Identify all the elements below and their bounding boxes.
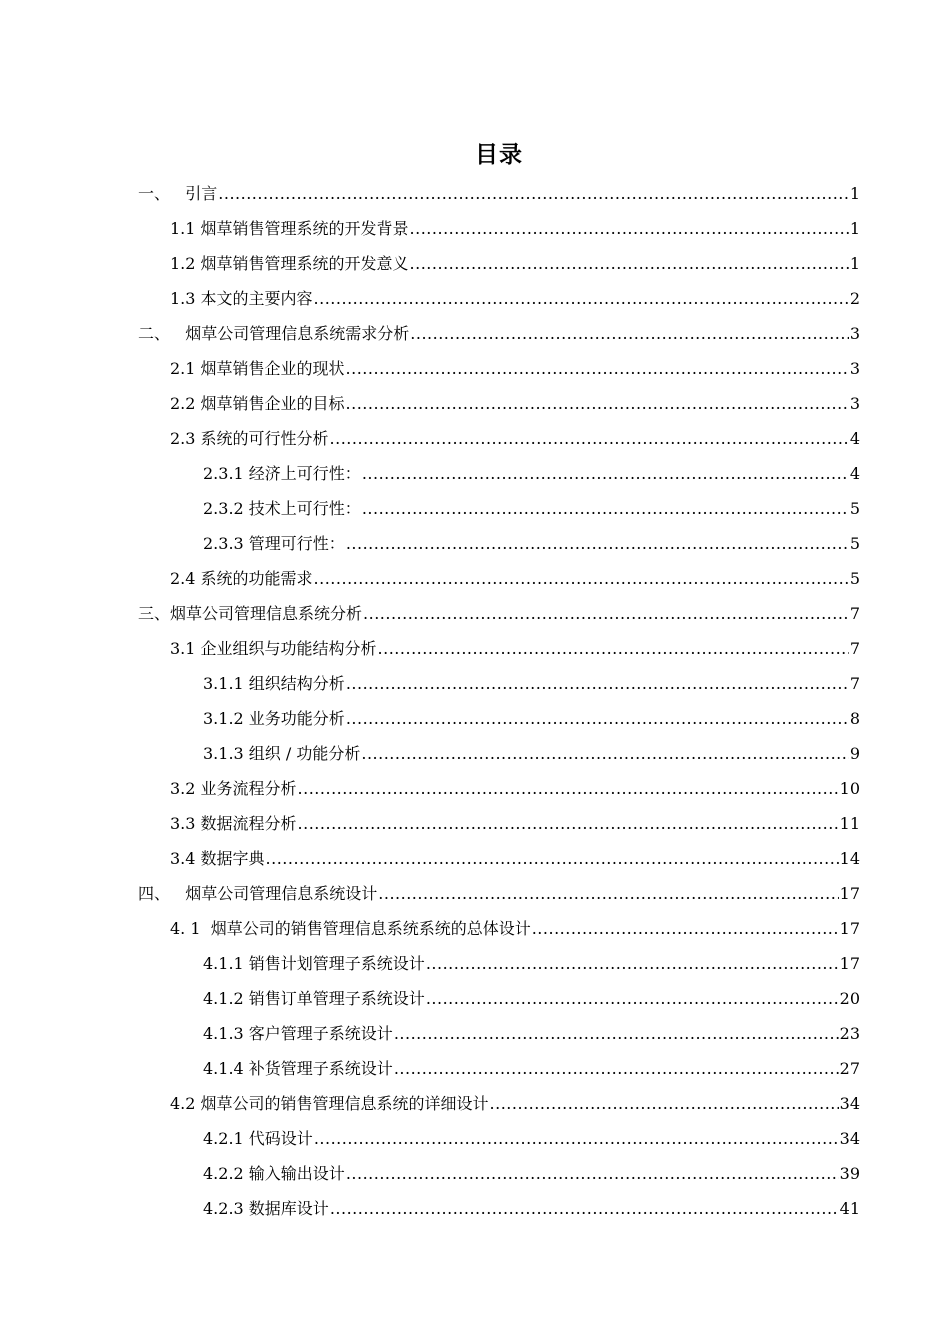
toc-entry-page-number: 34 — [839, 1094, 860, 1113]
toc-dot-leader — [298, 809, 839, 839]
toc-entry[interactable] — [203, 984, 860, 1014]
toc-entry-page-number: 4 — [849, 429, 860, 448]
toc-entry[interactable] — [170, 809, 860, 839]
toc-title: 目录 — [475, 142, 523, 168]
toc-entry-page-number: 3 — [849, 324, 860, 343]
toc-dot-leader — [346, 669, 849, 699]
toc-entry-page-number: 17 — [839, 954, 860, 973]
toc-dot-leader — [346, 704, 849, 734]
toc-dot-leader — [378, 634, 849, 664]
toc-entry-title: 1.3 本文的主要内容 — [170, 289, 313, 308]
toc-dot-leader — [314, 1124, 839, 1154]
toc-entry-title: 一、 引言 — [138, 184, 218, 203]
toc-dot-leader — [426, 984, 839, 1014]
toc-entry-page-number: 20 — [839, 989, 860, 1008]
toc-entry-title: 2.3.1 经济上可行性： — [203, 464, 361, 483]
toc-entry[interactable] — [203, 704, 860, 734]
toc-entry[interactable] — [203, 494, 860, 524]
toc-dot-leader — [410, 319, 849, 349]
toc-entry-title: 4.1.4 补货管理子系统设计 — [203, 1059, 393, 1078]
toc-dot-leader — [298, 774, 839, 804]
toc-dot-leader — [346, 389, 849, 419]
toc-entry-page-number: 17 — [839, 884, 860, 903]
toc-dot-leader — [362, 494, 849, 524]
toc-entry-title: 4.2.3 数据库设计 — [203, 1199, 329, 1218]
toc-entry[interactable] — [203, 739, 860, 769]
toc-dot-leader — [426, 949, 839, 979]
toc-entry-page-number: 2 — [849, 289, 860, 308]
toc-dot-leader — [362, 459, 849, 489]
toc-dot-leader — [346, 354, 849, 384]
toc-entry[interactable] — [170, 914, 860, 944]
toc-entry-title: 2.3 系统的可行性分析 — [170, 429, 329, 448]
toc-entry-title: 4.2 烟草公司的销售管理信息系统的详细设计 — [170, 1094, 489, 1113]
toc-entry[interactable] — [170, 844, 860, 874]
toc-entry-page-number: 17 — [839, 919, 860, 938]
toc-entry[interactable] — [203, 529, 860, 559]
toc-entry[interactable] — [170, 1089, 860, 1119]
toc-entry[interactable] — [203, 1159, 860, 1189]
toc-entry-page-number: 23 — [839, 1024, 860, 1043]
toc-entry-page-number: 7 — [849, 639, 860, 658]
toc-entry[interactable] — [203, 459, 860, 489]
toc-entry-title: 三、烟草公司管理信息系统分析 — [138, 604, 363, 623]
toc-dot-leader — [314, 564, 849, 594]
toc-entry[interactable] — [138, 599, 860, 629]
toc-entry-title: 1.2 烟草销售管理系统的开发意义 — [170, 254, 409, 273]
toc-dot-leader — [361, 739, 848, 769]
toc-entry-title: 3.1.2 业务功能分析 — [203, 709, 345, 728]
toc-entry-title: 4.2.2 输入输出设计 — [203, 1164, 345, 1183]
toc-entry-page-number: 10 — [839, 779, 860, 798]
toc-entry-title: 1.1 烟草销售管理系统的开发背景 — [170, 219, 409, 238]
toc-entry[interactable] — [203, 1194, 860, 1224]
toc-entry[interactable] — [170, 389, 860, 419]
toc-entry-page-number: 9 — [849, 744, 860, 763]
toc-dot-leader — [532, 914, 839, 944]
toc-entry-title: 3.4 数据字典 — [170, 849, 265, 868]
toc-entry-title: 4.1.1 销售计划管理子系统设计 — [203, 954, 425, 973]
toc-entry-page-number: 1 — [849, 254, 860, 273]
toc-entry[interactable] — [138, 319, 860, 349]
toc-entry[interactable] — [138, 879, 860, 909]
toc-dot-leader — [330, 1194, 839, 1224]
toc-entry-page-number: 27 — [839, 1059, 860, 1078]
toc-entry-title: 2.4 系统的功能需求 — [170, 569, 313, 588]
toc-entry-title: 3.1 企业组织与功能结构分析 — [170, 639, 377, 658]
toc-entry-page-number: 4 — [849, 464, 860, 483]
toc-dot-leader — [410, 214, 849, 244]
toc-entry-title: 3.1.3 组织 / 功能分析 — [203, 744, 361, 763]
toc-entry[interactable] — [203, 1124, 860, 1154]
toc-entry-title: 4.2.1 代码设计 — [203, 1129, 313, 1148]
toc-dot-leader — [266, 844, 839, 874]
toc-entry-page-number: 5 — [849, 534, 860, 553]
toc-dot-leader — [330, 424, 849, 454]
toc-entry-title: 2.1 烟草销售企业的现状 — [170, 359, 345, 378]
toc-entry-page-number: 5 — [849, 499, 860, 518]
toc-entry-page-number: 39 — [839, 1164, 860, 1183]
toc-entry-title: 3.3 数据流程分析 — [170, 814, 297, 833]
toc-entry-title: 2.3.2 技术上可行性： — [203, 499, 361, 518]
toc-dot-leader — [394, 1019, 839, 1049]
toc-dot-leader — [490, 1089, 839, 1119]
toc-entry-title: 4.1.3 客户管理子系统设计 — [203, 1024, 393, 1043]
toc-entry[interactable] — [170, 424, 860, 454]
toc-dot-leader — [218, 179, 849, 209]
toc-dot-leader — [378, 879, 838, 909]
toc-dot-leader — [314, 284, 849, 314]
toc-entry-page-number: 5 — [849, 569, 860, 588]
toc-entry[interactable] — [203, 949, 860, 979]
toc-entry-title: 4. 1 烟草公司的销售管理信息系统系统的总体设计 — [170, 919, 531, 938]
toc-dot-leader — [394, 1054, 839, 1084]
toc-entry-title: 3.2 业务流程分析 — [170, 779, 297, 798]
toc-entry[interactable] — [138, 179, 860, 209]
toc-entry-page-number: 34 — [839, 1129, 860, 1148]
toc-entry-page-number: 3 — [849, 359, 860, 378]
toc-entry-page-number: 1 — [849, 184, 860, 203]
toc-entry-title: 二、 烟草公司管理信息系统需求分析 — [138, 324, 410, 343]
toc-entry-page-number: 3 — [849, 394, 860, 413]
toc-entry[interactable] — [170, 564, 860, 594]
toc-entry[interactable] — [170, 284, 860, 314]
toc-entry-page-number: 7 — [849, 604, 860, 623]
toc-entry-page-number: 41 — [839, 1199, 860, 1218]
toc-entry[interactable] — [203, 1054, 860, 1084]
toc-dot-leader — [363, 599, 849, 629]
toc-entry[interactable] — [170, 354, 860, 384]
toc-entry-title: 2.3.3 管理可行性： — [203, 534, 345, 553]
toc-entry[interactable] — [170, 774, 860, 804]
toc-entry-page-number: 8 — [849, 709, 860, 728]
toc-entry[interactable] — [203, 1019, 860, 1049]
toc-entry-page-number: 7 — [849, 674, 860, 693]
toc-dot-leader — [410, 249, 849, 279]
toc-entry[interactable] — [170, 214, 860, 244]
toc-entry-title: 3.1.1 组织结构分析 — [203, 674, 345, 693]
toc-entry[interactable] — [170, 249, 860, 279]
toc-entry-title: 4.1.2 销售订单管理子系统设计 — [203, 989, 425, 1008]
toc-entry-page-number: 11 — [839, 814, 860, 833]
toc-dot-leader — [346, 1159, 839, 1189]
toc-entry-page-number: 1 — [849, 219, 860, 238]
toc-entry-title: 2.2 烟草销售企业的目标 — [170, 394, 345, 413]
toc-entry-title: 四、 烟草公司管理信息系统设计 — [138, 884, 378, 903]
toc-entry[interactable] — [203, 669, 860, 699]
toc-dot-leader — [346, 529, 849, 559]
toc-entry[interactable] — [170, 634, 860, 664]
toc-entry-page-number: 14 — [839, 849, 860, 868]
